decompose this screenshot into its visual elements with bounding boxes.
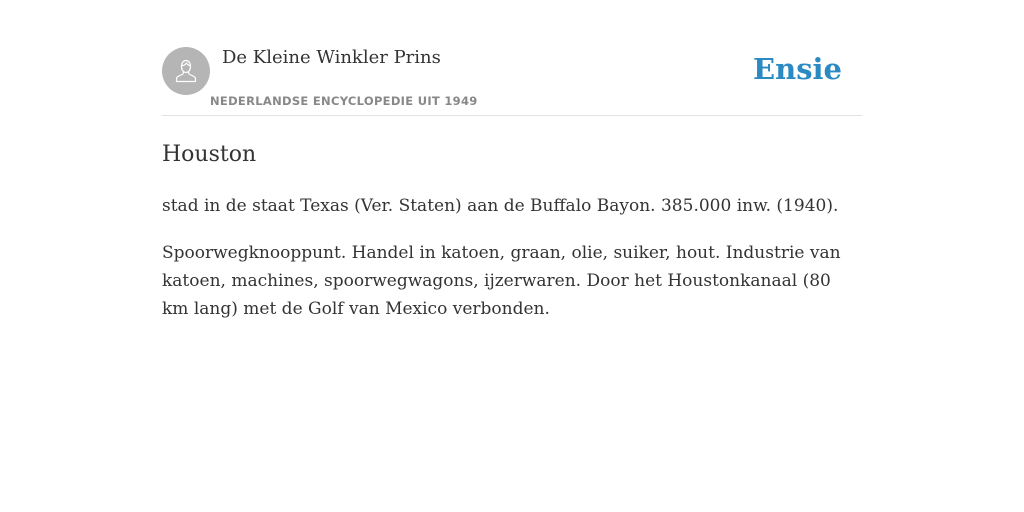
header bbox=[162, 47, 862, 116]
ensie-logo[interactable]: Ensie bbox=[753, 52, 842, 86]
article-paragraph: stad in de staat Texas (Ver. Staten) aan de Buffalo Bayon. 385.000 inw. (1940). bbox=[162, 196, 839, 216]
page-title: Houston bbox=[162, 142, 257, 167]
avatar[interactable] bbox=[162, 47, 210, 95]
source-title[interactable]: De Kleine Winkler Prins bbox=[222, 47, 441, 68]
source-subtitle: NEDERLANDSE ENCYCLOPEDIE UIT 1949 bbox=[210, 94, 478, 108]
article-paragraph: Spoorwegknooppunt. Handel in katoen, graan, olie, suiker, hout. Industrie van katoen, machines, spoorwegwagons, ijzerwaren. Door het Houstonkanaal (80 km lang) met de Golf van Mexico verbonden. bbox=[162, 243, 841, 319]
user-icon bbox=[171, 56, 201, 86]
page bbox=[162, 0, 862, 323]
